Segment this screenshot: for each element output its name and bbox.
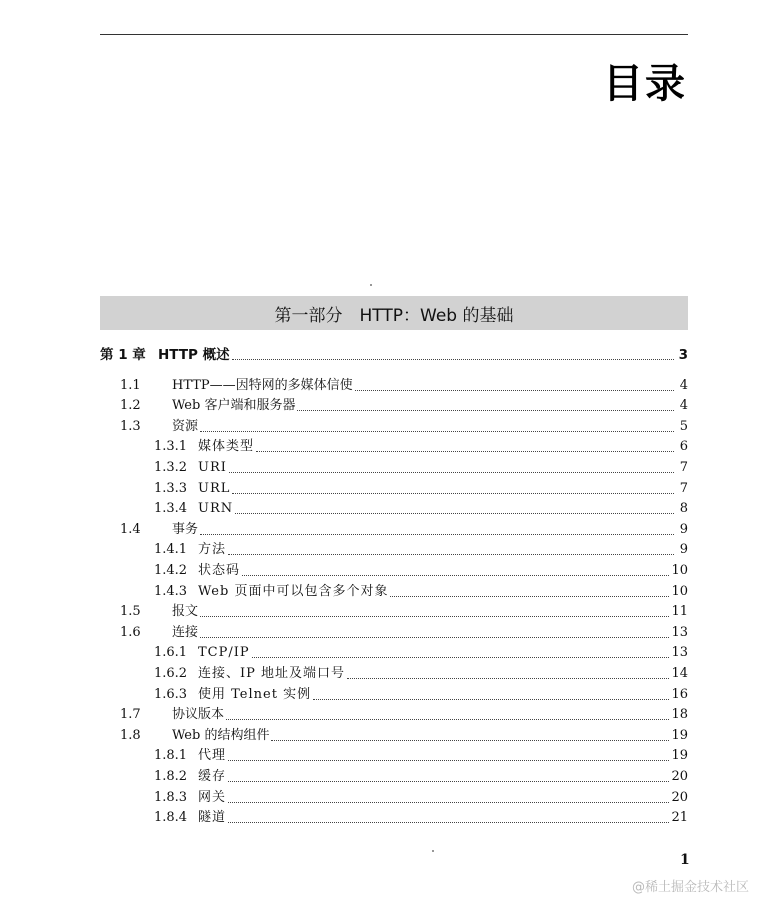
toc-entry[interactable]: [100, 415, 688, 435]
toc-entry-number: 1.8.1: [154, 748, 188, 764]
toc-entry[interactable]: [100, 744, 688, 764]
toc-entry[interactable]: [100, 786, 688, 806]
toc-entry-title: URN: [198, 501, 234, 517]
toc-entry-title: Web 页面中可以包含多个对象: [198, 583, 389, 599]
dot-leader: [200, 534, 674, 535]
toc-entry-number: 1.8.2: [154, 769, 188, 784]
dot-leader: [228, 802, 669, 803]
toc-entry-page: 16: [671, 686, 688, 702]
toc-entry[interactable]: [100, 806, 688, 826]
toc-entry[interactable]: [100, 765, 688, 785]
toc-entry-title: TCP/IP: [198, 645, 250, 661]
dot-leader: [229, 472, 674, 473]
toc-entry-page: 21: [671, 810, 688, 826]
toc-entry-page: 7: [679, 460, 688, 475]
toc-entry-page: 7: [679, 480, 688, 496]
toc-entry[interactable]: [100, 662, 688, 682]
toc-entry-title: 方法: [198, 542, 227, 558]
dot-leader: [228, 760, 669, 761]
dot-leader: [228, 822, 669, 823]
toc-entry-title: Web 的结构组件: [172, 727, 270, 743]
toc-entry[interactable]: [100, 456, 688, 476]
toc-entry-title: 连接: [172, 624, 199, 640]
toc-entry-title: URI: [198, 460, 227, 475]
toc-entry-title: 状态码: [198, 563, 241, 578]
dot-leader: [252, 657, 670, 658]
dot-leader: [200, 616, 669, 617]
toc-entry-page: 8: [679, 501, 688, 517]
toc-entry-number: 1.4.3: [154, 583, 188, 599]
toc-entry-title: 代理: [198, 748, 227, 764]
toc-entry[interactable]: [100, 703, 688, 723]
top-rule: [100, 34, 688, 35]
dot-leader: [235, 513, 674, 514]
dot-leader: [200, 637, 669, 638]
toc-entry-number: 1.6: [120, 624, 141, 640]
toc-entry-number: 1.8.4: [154, 810, 188, 826]
toc-entry-title: 缓存: [198, 769, 227, 784]
dot-leader: [228, 781, 669, 782]
toc-entry-number: 1.4.2: [154, 563, 188, 578]
toc-entry-page: 4: [679, 398, 688, 414]
scan-speck: [432, 850, 434, 852]
toc-entry-page: 10: [671, 583, 688, 599]
dot-leader: [347, 678, 669, 679]
toc-entry-number: 1.3.2: [154, 460, 188, 475]
toc-entry-title: HTTP——因特网的多媒体信使: [172, 377, 353, 393]
dot-leader: [200, 431, 674, 432]
page-title: 目录: [603, 61, 687, 107]
toc-entry-number: 1.8: [120, 727, 141, 743]
toc-entry[interactable]: [100, 518, 688, 538]
toc-entry-page: 9: [679, 521, 688, 537]
dot-leader: [355, 390, 674, 391]
toc-entry-page: 13: [671, 624, 688, 640]
toc-entry-page: 19: [671, 727, 688, 743]
toc-entry-number: 第 1 章: [100, 347, 146, 363]
part-heading-bar: [100, 296, 688, 330]
toc-entry-page: 14: [671, 666, 688, 681]
toc-entry-number: 1.4.1: [154, 542, 188, 558]
toc-entry-title: 协议版本: [172, 707, 225, 723]
toc-entry-page: 9: [679, 542, 688, 558]
toc-entry-title: URL: [198, 480, 231, 496]
dot-leader: [271, 740, 669, 741]
toc-entry[interactable]: [100, 724, 688, 744]
toc-entry-page: 20: [671, 789, 688, 805]
toc-entry-number: 1.5: [120, 604, 141, 620]
page-number: 1: [680, 852, 690, 868]
toc-entry-title: 连接、IP 地址及端口号: [198, 666, 346, 681]
toc-entry-page: 20: [671, 769, 688, 784]
dot-leader: [313, 699, 669, 700]
toc-entry-title: 隧道: [198, 810, 227, 826]
toc-entry-number: 1.3.1: [154, 439, 188, 455]
toc-entry-number: 1.6.2: [154, 666, 188, 681]
toc-entry[interactable]: [100, 600, 688, 620]
toc-entry-title: 网关: [198, 789, 227, 805]
toc-entry[interactable]: [100, 497, 688, 517]
toc-entry-title: 媒体类型: [198, 439, 255, 455]
dot-leader: [228, 554, 674, 555]
toc-entry-title: Web 客户端和服务器: [172, 398, 296, 414]
toc-entry-page: 6: [679, 439, 688, 455]
toc-entry[interactable]: [100, 559, 688, 579]
toc-entry-title: HTTP 概述: [158, 347, 230, 363]
toc-entry-title: 资源: [172, 418, 199, 434]
dot-leader: [256, 451, 674, 452]
dot-leader: [242, 575, 669, 576]
toc-entry-number: 1.7: [120, 707, 141, 723]
toc-entry-number: 1.2: [120, 398, 141, 414]
toc-entry-page: 4: [679, 377, 688, 393]
toc-entry-title: 事务: [172, 521, 199, 537]
toc-entry-page: 18: [671, 707, 688, 723]
toc-entry-title: 使用 Telnet 实例: [198, 686, 312, 702]
toc-entry-number: 1.3: [120, 418, 141, 434]
toc-entry[interactable]: [100, 343, 688, 363]
toc-entry[interactable]: [100, 641, 688, 661]
dot-leader: [232, 493, 674, 494]
toc-entry[interactable]: [100, 374, 688, 394]
toc-entry-number: 1.4: [120, 521, 141, 537]
toc-entry-page: 5: [679, 418, 688, 434]
dot-leader: [232, 359, 674, 360]
dot-leader: [226, 719, 669, 720]
toc-entry-page: 11: [671, 604, 688, 620]
toc-entry[interactable]: [100, 683, 688, 703]
toc-entry-page: 10: [671, 563, 688, 578]
toc-entry-number: 1.6.1: [154, 645, 188, 661]
part-heading: 第一部分 HTTP：Web 的基础: [274, 305, 514, 326]
toc-entry[interactable]: [100, 477, 688, 497]
toc-entry-page: 13: [671, 645, 688, 661]
toc-entry[interactable]: [100, 580, 688, 600]
toc-entry-number: 1.3.3: [154, 480, 188, 496]
toc-entry[interactable]: [100, 621, 688, 641]
toc-entry[interactable]: [100, 394, 688, 414]
toc-entry-title: 报文: [172, 604, 199, 620]
toc-entry[interactable]: [100, 538, 688, 558]
watermark: @稀土掘金技术社区: [631, 880, 749, 895]
dot-leader: [297, 410, 674, 411]
scan-speck: [370, 284, 372, 286]
toc-entry-number: 1.6.3: [154, 686, 188, 702]
toc-entry-page: 19: [671, 748, 688, 764]
dot-leader: [390, 596, 669, 597]
toc-entry-page: 3: [678, 347, 688, 363]
toc-entry-number: 1.1: [120, 377, 141, 393]
toc-entry-number: 1.8.3: [154, 789, 188, 805]
toc-entry-number: 1.3.4: [154, 501, 188, 517]
toc-entry[interactable]: [100, 435, 688, 455]
